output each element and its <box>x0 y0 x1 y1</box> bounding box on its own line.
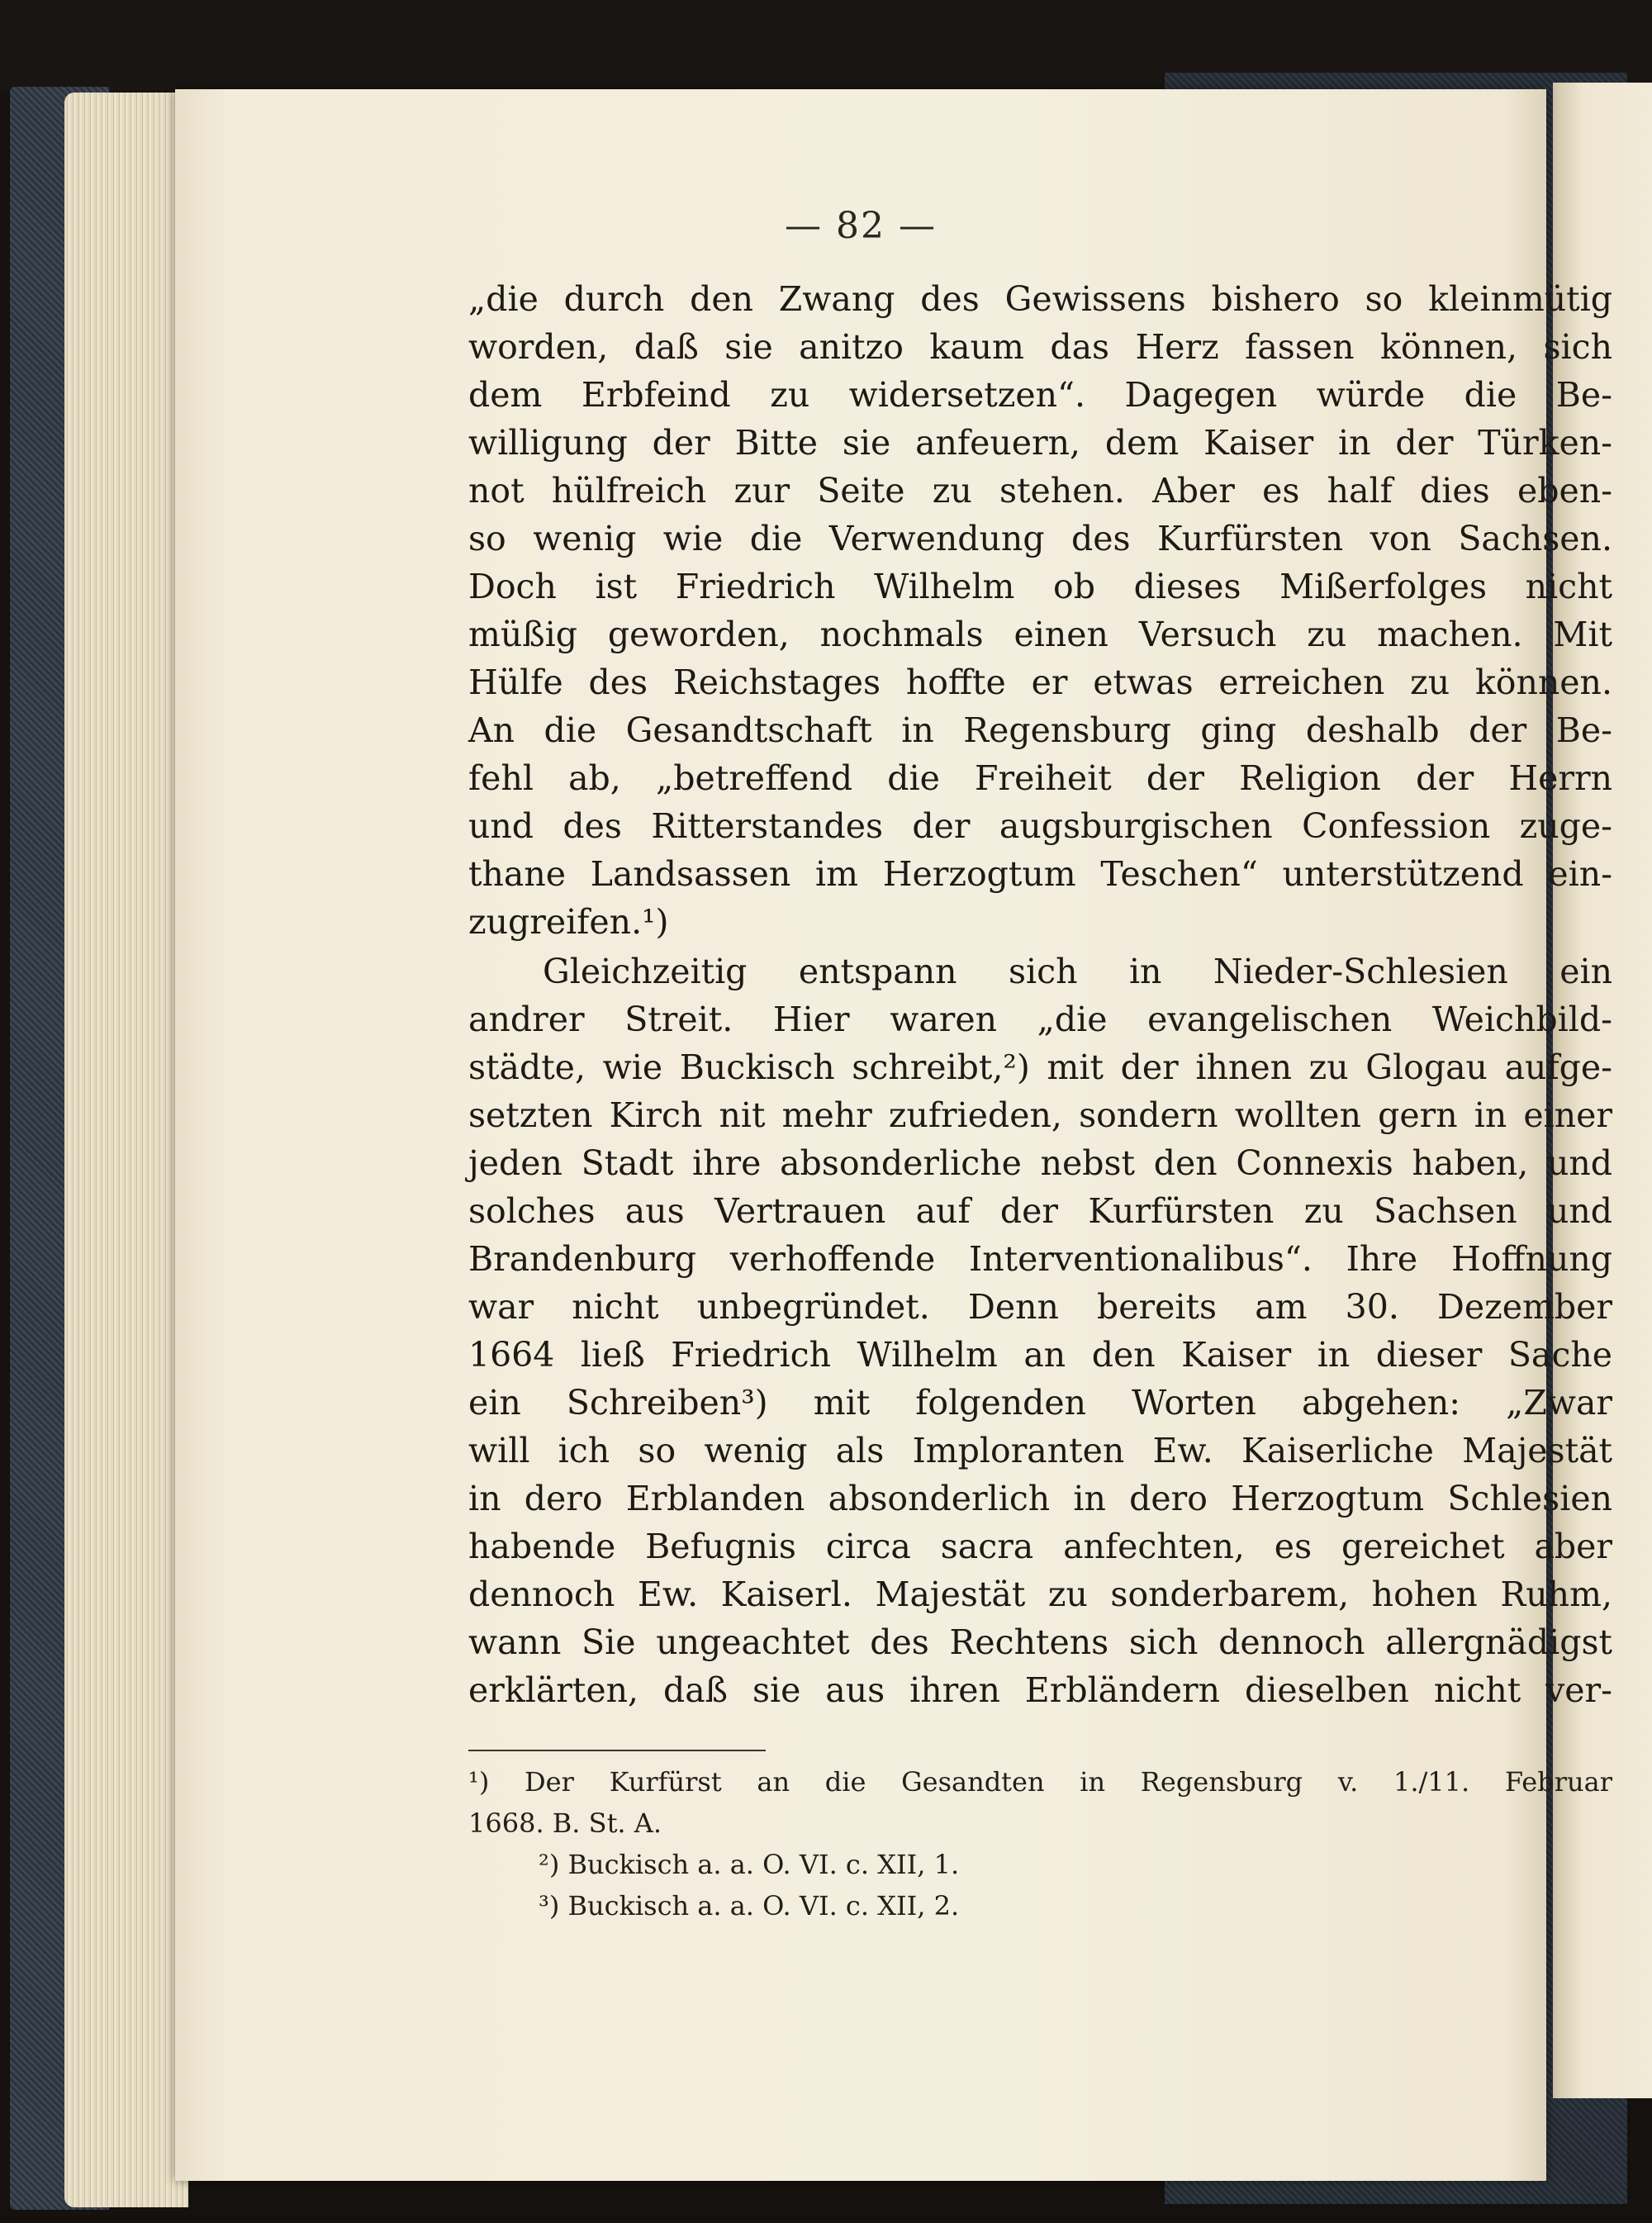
text-line: andrer Streit. Hier waren „die evangelischen Weichbild- <box>468 1000 1612 1039</box>
footnote-3: ³) Buckisch a. a. O. VI. c. XII, 2. <box>539 1890 960 1921</box>
text-line: An die Gesandtschaft in Regensburg ging deshalb der Be- <box>468 710 1612 750</box>
paragraph-start-line: Gleichzeitig entspann sich in Nieder-Schlesien ein <box>543 952 1612 991</box>
text-line: fehl ab, „betreffend die Freiheit der Religion der Herrn <box>468 758 1612 798</box>
text-line: habende Befugnis circa sacra anfechten, es gereichet aber <box>468 1527 1612 1566</box>
text-line: ein Schreiben³) mit folgenden Worten abgehen: „Zwar <box>468 1383 1612 1423</box>
text-line: solches aus Vertrauen auf der Kurfürsten zu Sachsen und <box>468 1191 1612 1231</box>
book-page <box>175 89 1612 2181</box>
text-line: städte, wie Buckisch schreibt,²) mit der ihnen zu Glogau aufge- <box>468 1047 1612 1087</box>
text-line: so wenig wie die Verwendung des Kurfürsten von Sachsen. <box>468 519 1612 558</box>
footnote-1-continuation: 1668. B. St. A. <box>468 1807 662 1839</box>
text-line: dem Erbfeind zu widersetzen“. Dagegen würde die Be- <box>468 375 1612 415</box>
text-line: müßig geworden, nochmals einen Versuch zu machen. Mit <box>468 615 1612 654</box>
text-line: 1664 ließ Friedrich Wilhelm an den Kaiser in dieser Sache <box>468 1335 1612 1375</box>
text-line: setzten Kirch nit mehr zufrieden, sondern wollten gern in einer <box>468 1095 1612 1135</box>
page-edges <box>64 93 188 2207</box>
footnote-1: ¹) Der Kurfürst an die Gesandten in Regensburg v. 1./11. Februar <box>468 1766 1612 1798</box>
text-line: thane Landsassen im Herzogtum Teschen“ unterstützend ein- <box>468 854 1612 894</box>
text-line: not hülfreich zur Seite zu stehen. Aber es half dies eben- <box>468 471 1612 511</box>
text-line: Brandenburg verhoffende Interventionalibus“. Ihre Hoffnung <box>468 1239 1612 1279</box>
text-line: Doch ist Friedrich Wilhelm ob dieses Mißerfolges nicht <box>468 567 1612 606</box>
text-line: Hülfe des Reichstages hoffte er etwas erreichen zu können. <box>468 663 1612 702</box>
footnote-rule <box>468 1750 766 1751</box>
footnote-2: ²) Buckisch a. a. O. VI. c. XII, 1. <box>539 1849 960 1880</box>
page-number: — 82 — <box>785 205 937 247</box>
text-line: will ich so wenig als Imploranten Ew. Kaiserliche Majestät <box>468 1431 1612 1470</box>
text-line: „die durch den Zwang des Gewissens bishero so kleinmütig <box>468 279 1612 319</box>
text-line: jeden Stadt ihre absonderliche nebst den Connexis haben, und <box>468 1143 1612 1183</box>
text-line: in dero Erblanden absonderlich in dero Herzogtum Schlesien <box>468 1479 1612 1518</box>
text-line: zugreifen.¹) <box>468 902 669 942</box>
text-line: wann Sie ungeachtet des Rechtens sich dennoch allergnädigst <box>468 1622 1612 1662</box>
text-line: worden, daß sie anitzo kaum das Herz fassen können, sich <box>468 327 1612 367</box>
text-line: war nicht unbegründet. Denn bereits am 30. Dezember <box>468 1287 1612 1327</box>
text-line: erklärten, daß sie aus ihren Erbländern dieselben nicht ver- <box>468 1670 1612 1710</box>
text-line: und des Ritterstandes der augsburgischen Confession zuge- <box>468 806 1612 846</box>
text-line: willigung der Bitte sie anfeuern, dem Kaiser in der Türken- <box>468 423 1612 463</box>
text-line: dennoch Ew. Kaiserl. Majestät zu sonderbarem, hohen Ruhm, <box>468 1575 1612 1614</box>
